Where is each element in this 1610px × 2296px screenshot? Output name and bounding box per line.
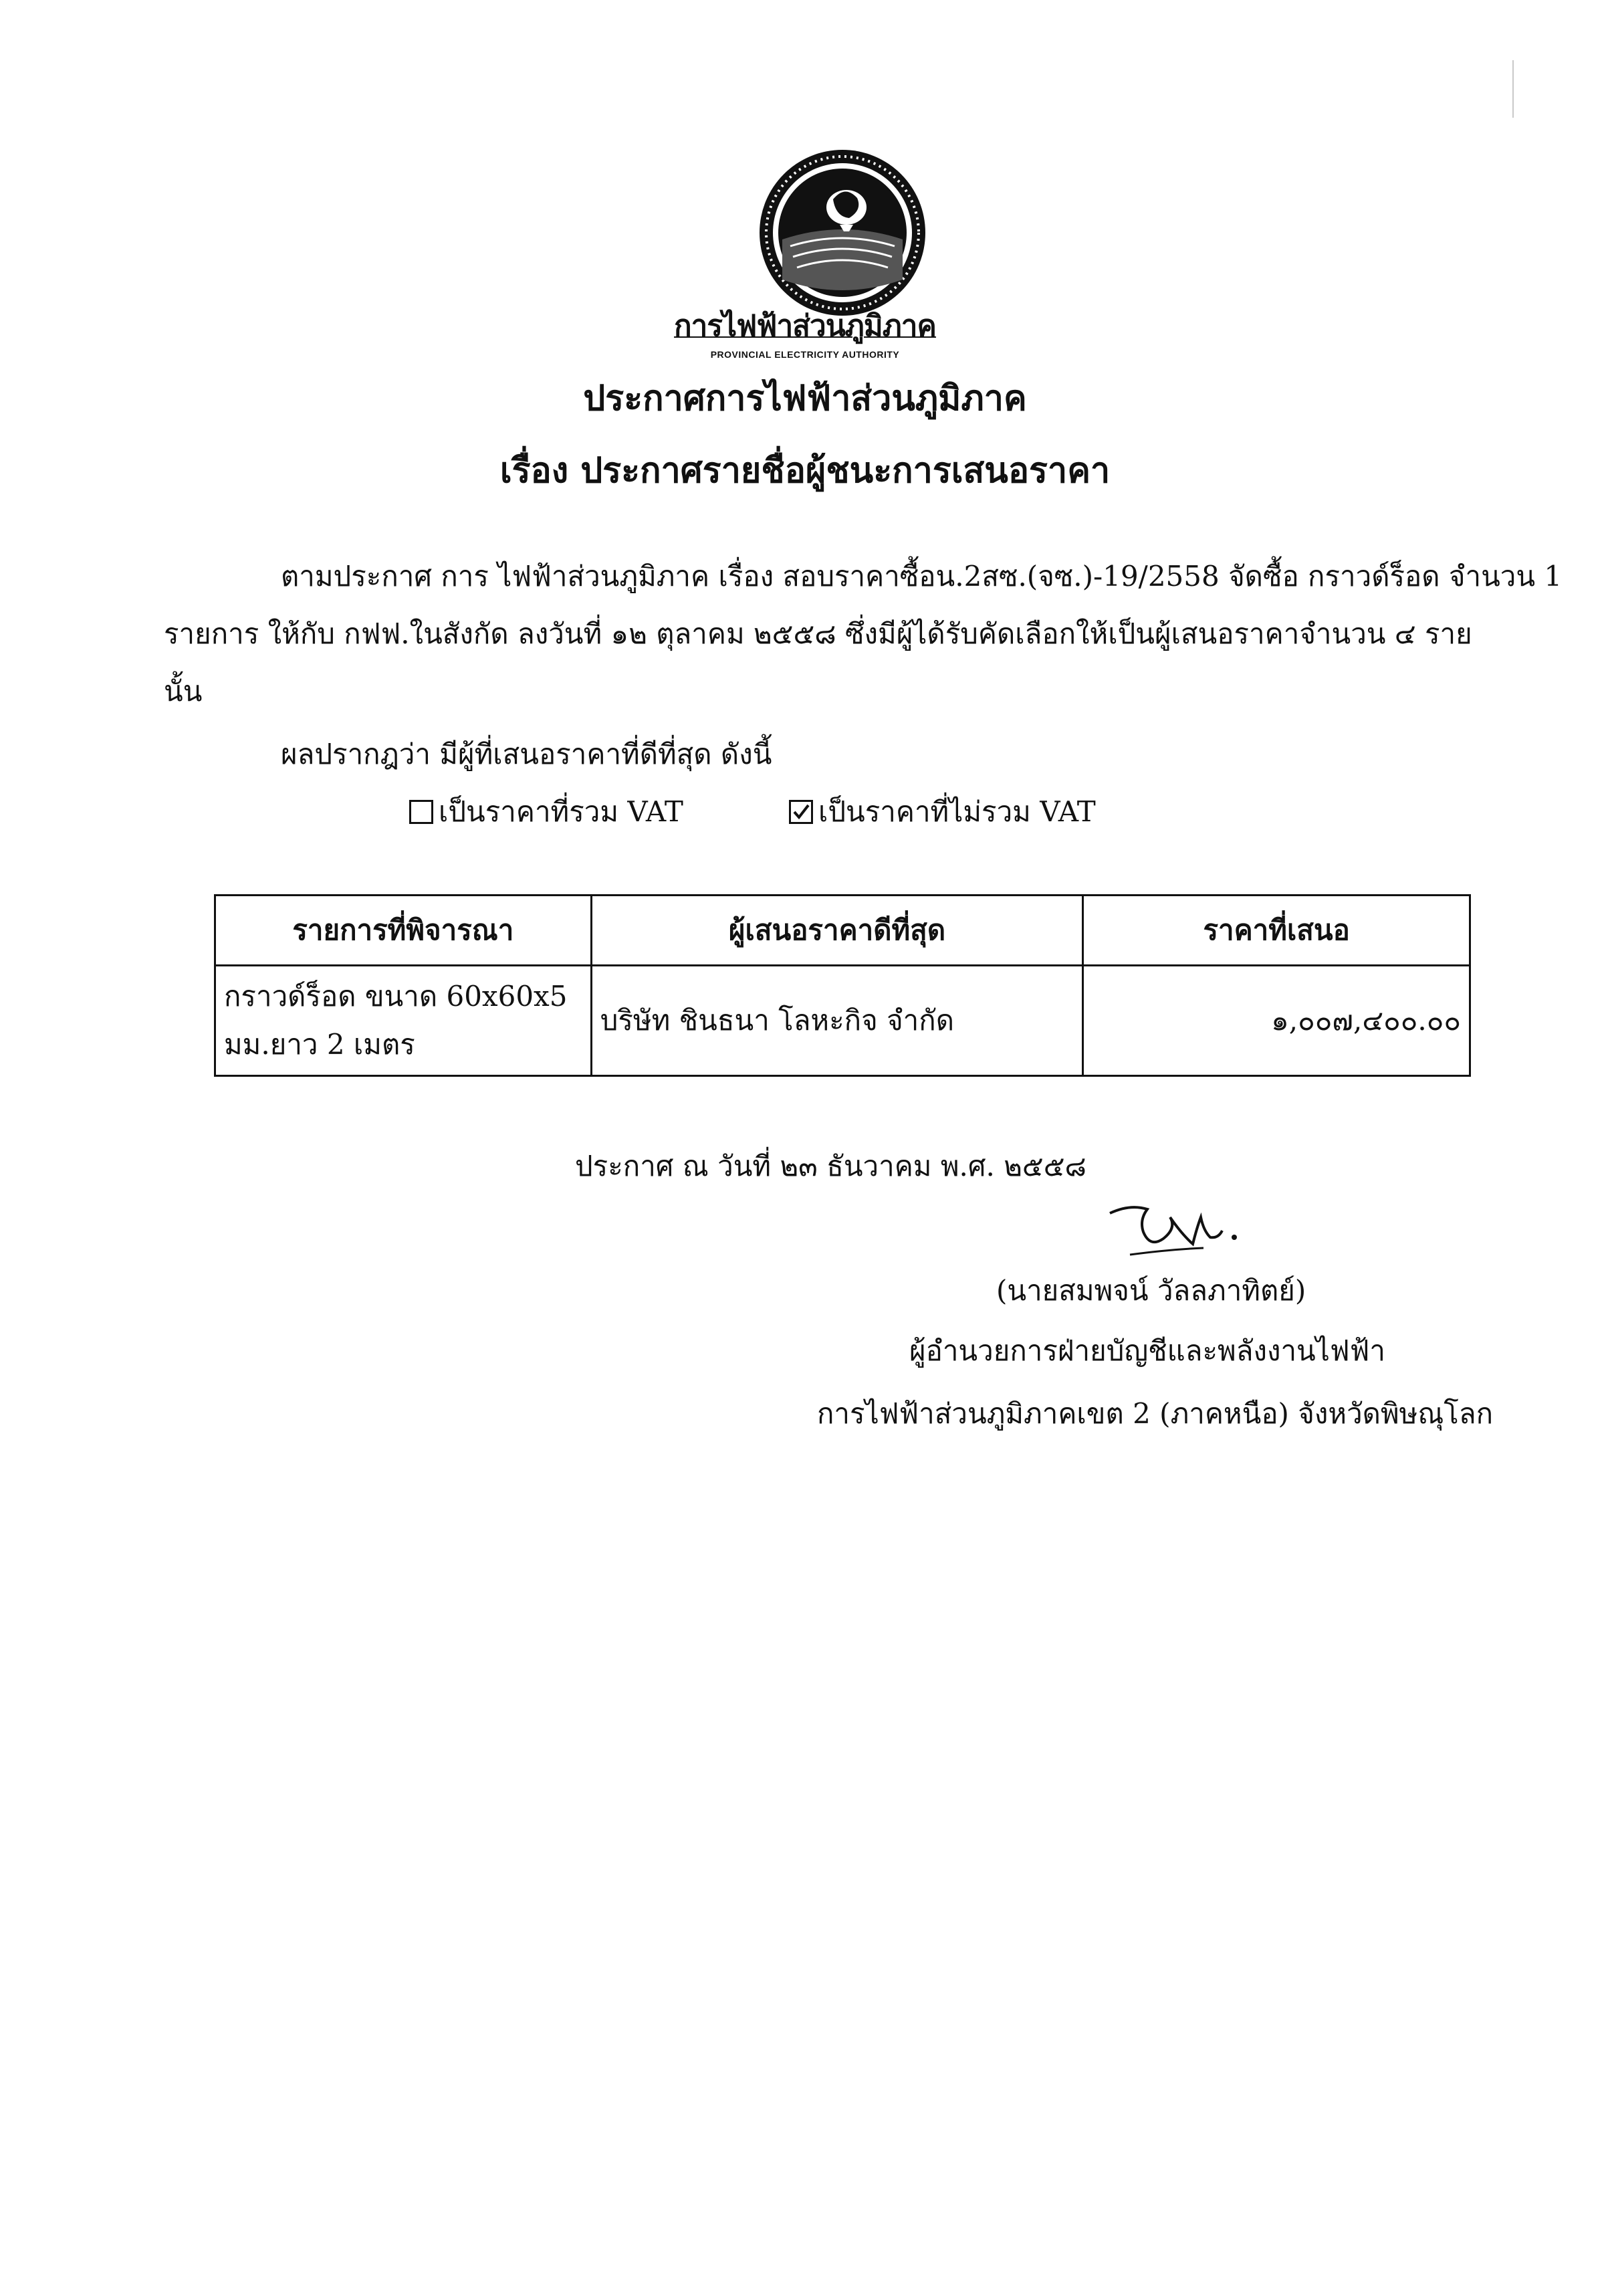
table-header-row (215, 896, 1470, 966)
signer-organization: การไฟฟ้าส่วนภูมิภาคเขต 2 (ภาคหนือ) จังหวัดพิษณุโลก (817, 1397, 1494, 1430)
signer-position: ผู้อำนวยการฝ่ายบัญชีและพลังงานไฟฟ้า (909, 1334, 1385, 1367)
table-row (215, 966, 1470, 1076)
check-mark-icon (792, 803, 810, 821)
result-table (214, 894, 1471, 1077)
org-name-thai: การไฟฟ้าส่วนภูมิภาค (674, 309, 936, 343)
paragraph-line-2: รายการ ให้กับ กฟฟ.ในสังกัด ลงวันที่ ๑๒ ตุลาคม ๒๕๕๘ ซึ่งมีผู้ได้รับคัดเลือกให้เป็นผู้เสนอราคาจำนวน ๔ ราย (164, 617, 1472, 650)
cell-bidder: บริษัท ชินธนา โลหะกิจ จำกัด (591, 966, 1083, 1076)
item-line-2: มม.ยาว 2 เมตร (224, 1028, 415, 1061)
signer-name: (นายสมพจน์ วัลลภาทิตย์) (996, 1274, 1306, 1307)
vat-excluded-label: เป็นราคาที่ไม่รวม VAT (818, 795, 1096, 828)
pea-logo (756, 146, 929, 320)
scan-edge-mark (1512, 60, 1514, 118)
paragraph-line-1: ตามประกาศ การ ไฟฟ้าส่วนภูมิภาค เรื่อง สอบราคาซื้อน.2สซ.(จซ.)-19/2558 จัดซื้อ กราวด์ร็อด จำนวน 1 (281, 560, 1563, 593)
org-name-english: PROVINCIAL ELECTRICITY AUTHORITY (710, 349, 900, 360)
signature (1103, 1190, 1264, 1264)
vat-included-checkbox (409, 800, 433, 824)
cell-item (215, 966, 592, 1076)
signature-icon (1103, 1190, 1264, 1264)
cell-price: ๑,๐๐๗,๔๐๐.๐๐ (1083, 966, 1470, 1076)
header-item: รายการที่พิจารณา (215, 896, 592, 966)
vat-excluded-option (789, 788, 1096, 836)
result-intro: ผลปรากฎว่า มีผู้ที่เสนอราคาที่ดีที่สุด ดังนี้ (281, 738, 772, 770)
header-bidder: ผู้เสนอราคาดีที่สุด (591, 896, 1083, 966)
document-title: ประกาศการไฟฟ้าส่วนภูมิภาค (583, 378, 1027, 419)
announce-date: ประกาศ ณ วันที่ ๒๓ ธันวาคม พ.ศ. ๒๕๕๘ (575, 1150, 1086, 1182)
vat-excluded-checkbox (789, 800, 813, 824)
header-price: ราคาที่เสนอ (1083, 896, 1470, 966)
vat-included-label: เป็นราคาที่รวม VAT (439, 795, 683, 828)
pea-emblem-icon (756, 146, 929, 320)
vat-included-option (409, 788, 683, 836)
item-line-1: กราวด์ร็อด ขนาด 60x60x5 (224, 980, 568, 1013)
document-subject: เรื่อง ประกาศรายชื่อผู้ชนะการเสนอราคา (499, 450, 1111, 491)
paragraph-line-3: นั้น (164, 675, 203, 708)
